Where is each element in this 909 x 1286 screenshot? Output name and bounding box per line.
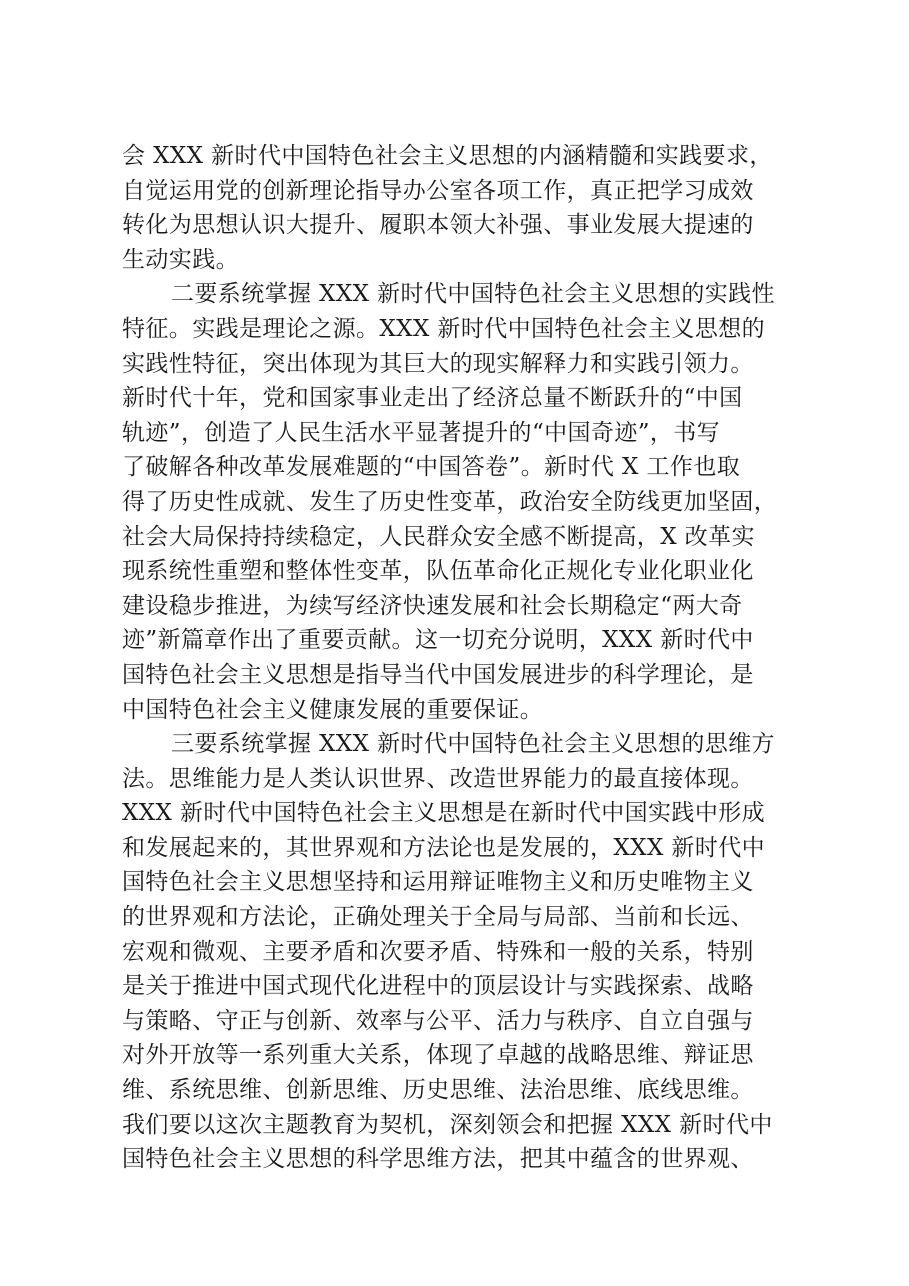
text-line: 轨迹”，创造了人民生活水平显著提升的“中国奇迹”，书写 bbox=[122, 419, 721, 446]
text-line: 了破解各种改革发展难题的“中国答卷”。新时代 X 工作也取 bbox=[122, 454, 741, 481]
text-line: 特征。实践是理论之源。XXX 新时代中国特色社会主义思想的 bbox=[122, 315, 766, 342]
paragraph-first-line: 二要系统掌握 XXX 新时代中国特色社会主义思想的实践性 bbox=[171, 281, 775, 308]
text-line: 会 XXX 新时代中国特色社会主义思想的内涵精髓和实践要求， bbox=[122, 143, 773, 169]
text-line: 迹”新篇章作出了重要贡献。这一切充分说明，XXX 新时代中 bbox=[122, 627, 754, 654]
text-line: 生动实践。 bbox=[122, 246, 239, 273]
text-line: 现系统性重塑和整体性变革，队伍革命化正规化专业化职业化 bbox=[122, 558, 754, 585]
text-line: 实践性特征，突出体现为其巨大的现实解释力和实践引领力。 bbox=[122, 350, 754, 377]
text-line: 我们要以这次主题教育为契机，深刻领会和把握 XXX 新时代中 bbox=[122, 1111, 773, 1138]
text-line: 建设稳步推进，为续写经济快速发展和社会长期稳定“两大奇 bbox=[122, 592, 743, 619]
text-line: 社会大局保持持续稳定，人民群众安全感不断提高，X 改革实 bbox=[122, 523, 755, 550]
text-line: XXX 新时代中国特色社会主义思想是在新时代中国实践中形成 bbox=[122, 800, 766, 827]
text-line: 对外开放等一系列重大关系，体现了卓越的战略思维、辩证思 bbox=[122, 1042, 754, 1069]
text-line: 中国特色社会主义健康发展的重要保证。 bbox=[122, 696, 544, 723]
paragraph-first-line: 三要系统掌握 XXX 新时代中国特色社会主义思想的思维方 bbox=[171, 731, 775, 758]
text-line: 国特色社会主义思想坚持和运用辩证唯物主义和历史唯物主义 bbox=[122, 869, 754, 896]
text-line: 宏观和微观、主要矛盾和次要矛盾、特殊和一般的关系，特别 bbox=[122, 938, 754, 965]
text-line: 国特色社会主义思想是指导当代中国发展进步的科学理论，是 bbox=[122, 661, 754, 688]
text-line: 国特色社会主义思想的科学思维方法，把其中蕴含的世界观、 bbox=[122, 1146, 754, 1173]
text-line: 维、系统思维、创新思维、历史思维、法治思维、底线思维。 bbox=[122, 1077, 754, 1104]
document-body-text bbox=[122, 139, 812, 1177]
text-line: 是关于推进中国式现代化进程中的顶层设计与实践探索、战略 bbox=[122, 973, 754, 1000]
text-line: 得了历史性成就、发生了历史性变革，政治安全防线更加坚固， bbox=[122, 488, 778, 515]
text-line: 与策略、守正与创新、效率与公平、活力与秩序、自立自强与 bbox=[122, 1007, 754, 1034]
text-line: 新时代十年，党和国家事业走出了经济总量不断跃升的“中国 bbox=[122, 385, 743, 412]
text-line: 法。思维能力是人类认识世界、改造世界能力的最直接体现。 bbox=[122, 765, 754, 792]
text-line: 的世界观和方法论，正确处理关于全局与局部、当前和长远、 bbox=[122, 904, 754, 931]
text-line: 自觉运用党的创新理论指导办公室各项工作，真正把学习成效 bbox=[122, 177, 754, 204]
text-line: 和发展起来的，其世界观和方法论也是发展的，XXX 新时代中 bbox=[122, 834, 766, 861]
text-line: 转化为思想认识大提升、履职本领大补强、事业发展大提速的 bbox=[122, 212, 754, 239]
